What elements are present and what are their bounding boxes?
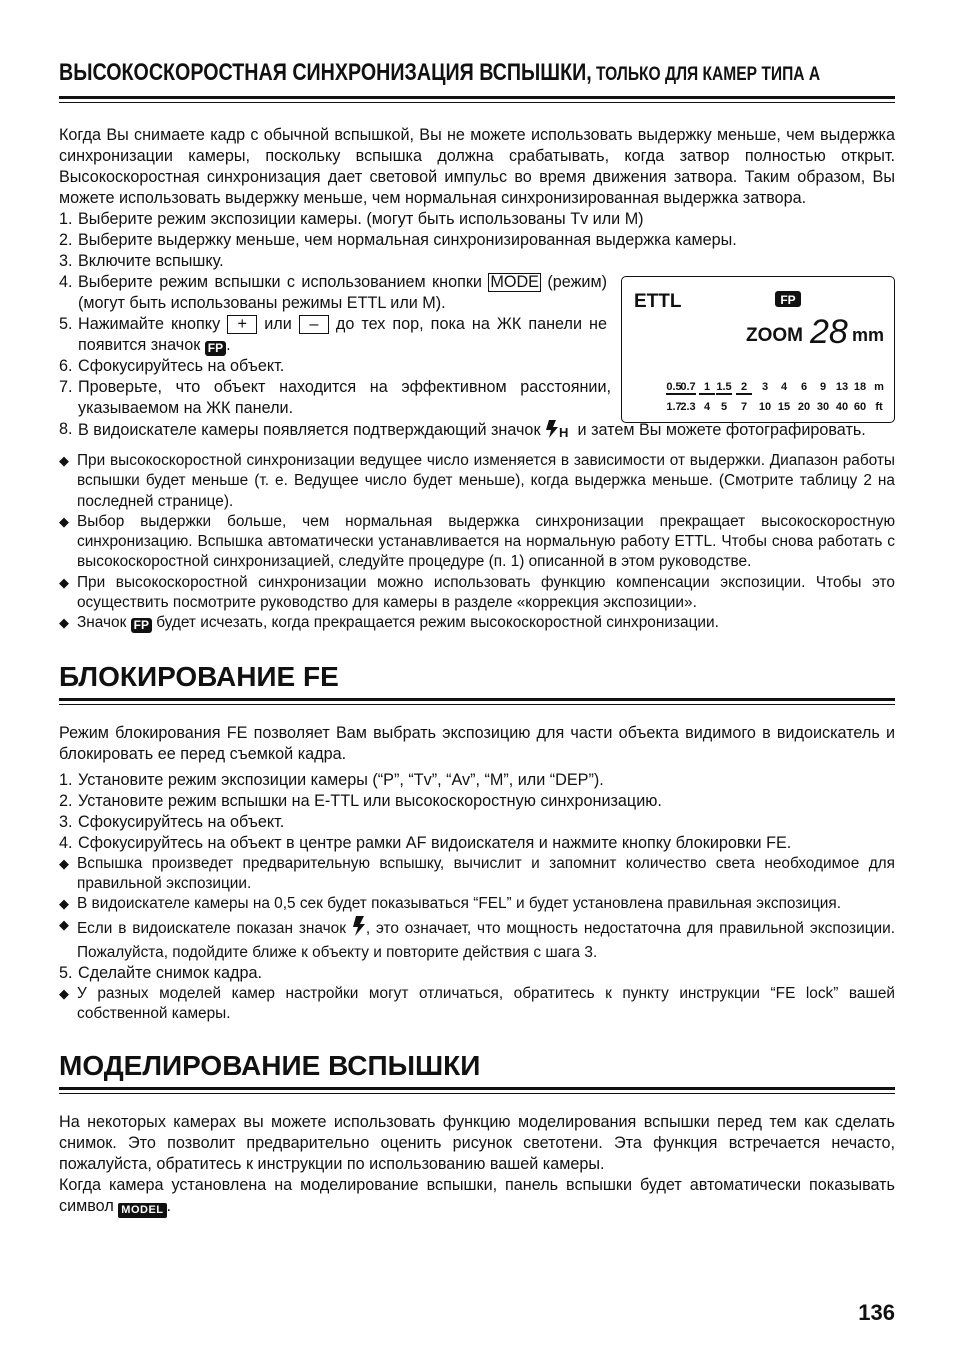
lcd-scale-label: 30 (816, 401, 830, 413)
lcd-scale-label: 2 (740, 381, 748, 393)
modeling-p2: Когда камера установлена на моделирование вспышки, панель вспышки будет автоматически показывать символ MODEL . (59, 1175, 895, 1216)
lcd-scale-label: 13 (835, 381, 849, 393)
list-step: 3. Включите вспышку. (59, 252, 224, 270)
lcd-mode: ETTL (634, 291, 682, 312)
lcd-panel-illustration (621, 276, 895, 423)
lcd-range-bar (736, 393, 752, 395)
model-icon: MODEL (118, 1203, 166, 1218)
list-step: 2. Установите режим вспышки на E-TTL или высокоскоростную синхронизацию. (59, 791, 662, 810)
lcd-scale-label: ft (875, 401, 883, 413)
lcd-scale-label: 40 (835, 401, 849, 413)
fp-icon: FP (205, 341, 226, 356)
lcd-range-bar (716, 393, 732, 395)
fe-note-3: ◆ Если в видоискателе показан значок , это означает, что мощность недостаточна для правильной экспозиции. Пожалуйста, подойдите ближе к объекту и повторите действия с шага 3. (59, 916, 895, 961)
lcd-scale-label: 9 (819, 381, 827, 393)
list-step: 2. Выберите выдержку меньше, чем нормальная синхронизированная выдержка камеры. (59, 231, 737, 249)
lcd-scale-label: 2.3 (680, 401, 696, 413)
svg-text:H: H (559, 425, 569, 439)
title-rule (59, 1087, 895, 1094)
lcd-fp: FP (780, 293, 796, 307)
lcd-scale-label: 4 (780, 381, 788, 393)
list-step: 1. Установите режим экспозиции камеры (“P”, “Tv”, “Av”, “M”, или “DEP”). (59, 770, 604, 789)
hss-step-5: 5. Нажимайте кнопку + или – до тех пор, пока на ЖК панели не появится значок FP . (59, 315, 607, 355)
lcd-scale-label: 0.7 (680, 381, 696, 393)
minus-key: – (299, 315, 329, 334)
lcd-zoom-value: 28 (810, 313, 848, 351)
lcd-scale-label: 0.5 (666, 381, 682, 393)
plus-key: + (227, 315, 257, 334)
fe-notes (59, 854, 895, 915)
title-rule (59, 698, 895, 705)
lcd-scale-label: 3 (761, 381, 769, 393)
page-content (59, 56, 895, 1218)
section-title-modeling: МОДЕЛИРОВАНИЕ ВСПЫШКИ (59, 1049, 481, 1081)
page-number: 136 (858, 1300, 895, 1325)
section-title-hss: ВЫСОКОСКОРОСТНАЯ СИНХРОНИЗАЦИЯ ВСПЫШКИ, ТОЛЬКО ДЛЯ КАМЕР ТИПА A (59, 59, 821, 86)
lcd-scale-label: 10 (758, 401, 772, 413)
lcd-scale-label: 1 (703, 381, 711, 393)
lcd-scale-label: 1.5 (716, 381, 732, 393)
lcd-meter-scale (666, 381, 884, 395)
fe-note-4: ◆ У разных моделей камер настройки могут отличаться, обратитесь к пункту инструкции “FE lock” вашей собственной камеры. (59, 985, 895, 1023)
bullet-note: ◆ При высокоскоростной синхронизации можно использовать функцию компенсации экспозиции. Чтобы это осуществить посмотрите руководство для камеры в разделе «коррекция экспозиции». (59, 573, 895, 612)
lcd-feet-scale (666, 401, 883, 413)
fe-steps (59, 770, 895, 854)
lcd-zoom-label: ZOOM (746, 325, 803, 346)
list-step: 3. Сфокусируйтесь на объект. (59, 812, 285, 831)
lcd-scale-label: 4 (703, 401, 711, 413)
bullet-note: ◆ При высокоскоростной синхронизации ведущее число изменяется в зависимости от выдержки. Диапазон работы вспышки будет меньше (т. е. Ведущее число будет меньше), когда выдержка меньше. (Смотрите таблицу 2 на последней странице). (59, 452, 895, 510)
hss-step-6: 6. Сфокусируйтесь на объект. (59, 357, 285, 375)
lcd-scale-label: 6 (800, 381, 808, 393)
hss-note-4: ◆ Значок FP будет исчезать, когда прекращается режим высокоскоростной синхронизации. (59, 614, 719, 633)
lcd-zoom-unit: mm (852, 325, 885, 345)
list-step: 1. Выберите режим экспозиции камеры. (могут быть использованы Tv или M) (59, 210, 644, 228)
flash-icon (352, 915, 366, 943)
lcd-scale-label: 18 (853, 381, 867, 393)
lcd-range-bar (699, 393, 715, 395)
hss-step-7: 7. Проверьте, что объект находится на эффективном расстоянии, указываемом на ЖК панели. (59, 378, 611, 417)
bullet-note: ◆ Выбор выдержки больше, чем нормальная выдержка синхронизации прекращает высокоскоростную синхронизацию. Вспышка автоматически устанавливается на нормальную работу ETTL. Чтобы снова работать с высокоскоростной синхронизацией, следуйте процедуре (п. 1) описанной в этом руководстве. (59, 512, 895, 571)
lcd-scale-label: 1.7 (666, 401, 682, 413)
fe-step-5: 5. Сделайте снимок кадра. (59, 964, 262, 983)
fe-intro: Режим блокирования FE позволяет Вам выбрать экспозицию для части объекта видимого в видоискатель и блокировать ее перед съемкой кадра. (59, 723, 895, 763)
hss-step-8: 8. В видоискателе камеры появляется подтверждающий значок H и затем Вы можете фотографировать. (59, 419, 895, 445)
lcd-range-bar (666, 393, 682, 395)
list-step: 4. Сфокусируйтесь на объект в центре рамки AF видоискателя и нажмите кнопку блокировки FE. (59, 833, 792, 852)
hss-step-4: 4. Выберите режим вспышки с использованием кнопки MODE (режим) (могут быть использованы режимы ETTL или M). (59, 273, 607, 312)
hss-intro: Когда Вы снимаете кадр с обычной вспышкой, Вы не можете использовать выдержку меньше, чем выдержка синхронизации камеры, поскольку вспышка должна срабатывать, когда затвор полностью открыт. Высокоскоростная синхронизация дает световой импульс во время движения затвора. Таким образом, Вы можете использовать выдержку меньше, чем нормальная синхронизированная выдержка затвора. (59, 126, 895, 207)
lcd-scale-label: 60 (853, 401, 867, 413)
mode-key: MODE (490, 273, 539, 291)
lcd-scale-label: m (874, 381, 884, 393)
fp-icon: FP (131, 618, 152, 633)
hss-notes (59, 451, 895, 613)
flash-hss-icon (545, 419, 573, 445)
lcd-scale-label: 7 (740, 401, 748, 413)
lcd-scale-label: 15 (777, 401, 791, 413)
lcd-scale-label: 5 (720, 401, 728, 413)
modeling-p1: На некоторых камерах вы можете использовать функцию моделирования вспышки перед тем как сделать снимок. Это позволит предварительно оценить рисунок светотени. Эта функция встречается нечасто, пожалуйста, обратитесь к инструкции по использованию вашей камеры. (59, 1112, 895, 1173)
bullet-note: ◆ В видоискателе камеры на 0,5 сек будет показываться “FEL” и будет установлена правильная экспозиция. (59, 895, 841, 913)
hss-steps (59, 209, 895, 272)
lcd-scale-label: 20 (797, 401, 811, 413)
bullet-note: ◆ Вспышка произведет предварительную вспышку, вычислит и запомнит количество света необходимое для правильной экспозиции. (59, 854, 895, 892)
title-rule (59, 96, 895, 103)
lcd-range-bar (680, 393, 696, 395)
section-title-fe-lock: БЛОКИРОВАНИЕ FE (59, 660, 339, 692)
